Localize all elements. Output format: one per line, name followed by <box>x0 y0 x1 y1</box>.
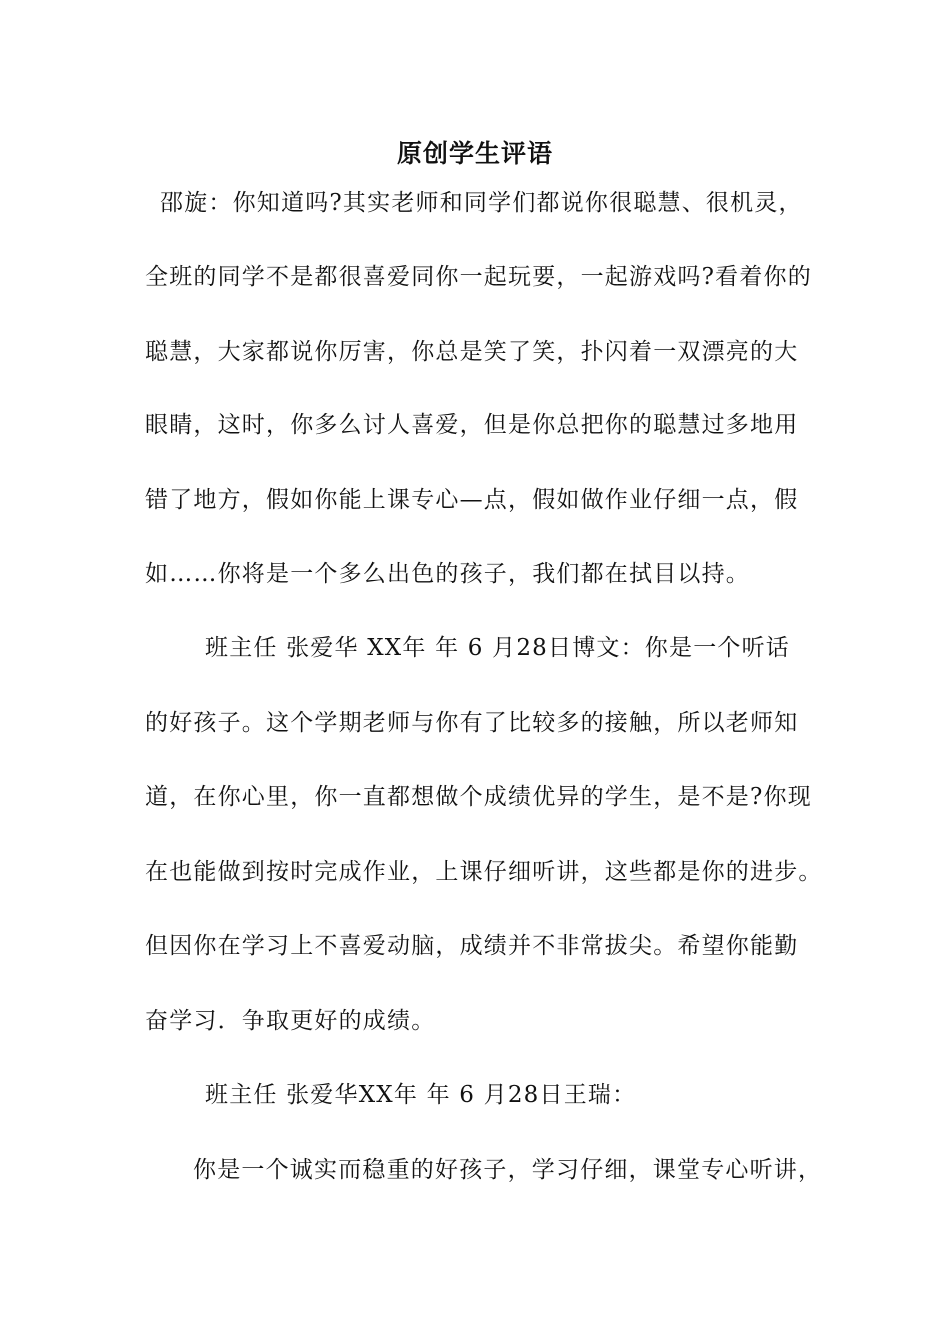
paragraph-line: 错了地方，假如你能上课专心—点，假如做作业仔细一点，假 <box>145 487 799 513</box>
paragraph-line: 邵旋：你知道吗?其实老师和同学们都说你很聪慧、很机灵， <box>160 190 803 216</box>
paragraph-line: 奋学习．争取更好的成绩。 <box>145 1008 436 1034</box>
paragraph-line: 班主任 张爱华 XX年 年 6 月28日博文：你是一个听话 <box>205 635 791 661</box>
paragraph-line: 你是一个诚实而稳重的好孩子，学习仔细，课堂专心听讲， <box>193 1157 823 1183</box>
paragraph-line: 班主任 张爱华XX年 年 6 月28日王瑞： <box>205 1082 637 1108</box>
paragraph-line: 的好孩子。这个学期老师与你有了比较多的接触，所以老师知 <box>145 710 799 736</box>
paragraph-line: 如……你将是一个多么出色的孩子，我们都在拭目以持。 <box>145 561 750 587</box>
paragraph-line: 道，在你心里，你一直都想做个成绩优异的学生，是不是?你现 <box>145 784 812 810</box>
paragraph-line: 聪慧，大家都说你厉害，你总是笑了笑，扑闪着一双漂亮的大 <box>145 339 799 365</box>
paragraph-line: 全班的同学不是都很喜爱同你一起玩要，一起游戏吗?看着你的 <box>145 264 812 290</box>
document-title: 原创学生评语 <box>396 139 553 168</box>
paragraph-line: 但因你在学习上不喜爱动脑，成绩并不非常拔尖。希望你能勤 <box>145 933 799 959</box>
paragraph-line: 在也能做到按时完成作业，上课仔细听讲，这些都是你的进步。 <box>145 859 823 885</box>
paragraph-line: 眼睛，这时，你多么讨人喜爱，但是你总把你的聪慧过多地用 <box>145 412 799 438</box>
